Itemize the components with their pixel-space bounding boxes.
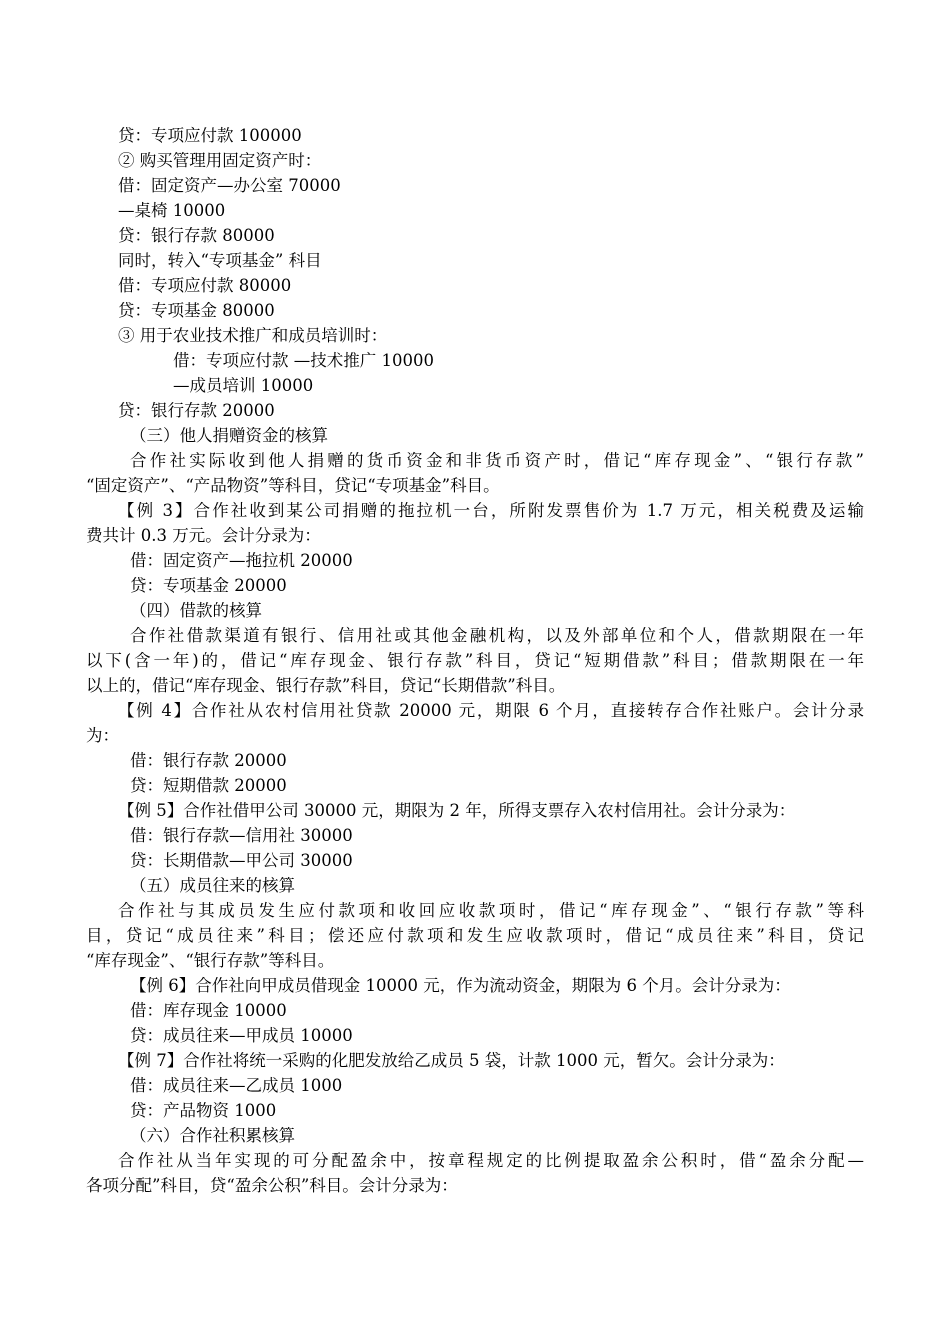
example-line: 【例 6】合作社向甲成员借现金 10000 元，作为流动资金，期限为 6 个月。会计分录为：: [130, 976, 791, 995]
text-line: 借：固定资产—办公室 70000: [118, 176, 341, 195]
text-line: 贷：专项基金 80000: [118, 301, 275, 320]
section-heading: （四）借款的核算: [130, 601, 262, 620]
paragraph-line: 合作社从当年实现的可分配盈余中，按章程规定的比例提取盈余公积时，借“盈余分配—: [118, 1151, 864, 1170]
text-line: 贷：专项基金 20000: [130, 576, 287, 595]
paragraph-line: 以下(含一年)的，借记“库存现金、银行存款”科目，贷记“短期借款”科目；借款期限在一年: [86, 651, 864, 670]
text-line: —桌椅 10000: [118, 201, 226, 220]
text-line: 同时，转入“专项基金” 科目: [118, 251, 322, 270]
text-line: 贷：产品物资 1000: [130, 1101, 277, 1120]
paragraph-line: 合作社实际收到他人捐赠的货币资金和非货币资产时，借记“库存现金”、“银行存款”: [130, 451, 864, 470]
section-heading: （五）成员往来的核算: [130, 876, 295, 895]
text-line: 贷：专项应付款 100000: [118, 126, 302, 145]
text-line: 借：专项应付款 80000: [118, 276, 292, 295]
text-line: 借：银行存款 20000: [130, 751, 287, 770]
example-line: 【例 7】合作社将统一采购的化肥发放给乙成员 5 袋，计款 1000 元，暂欠。会计分录为：: [118, 1051, 785, 1070]
example-line: 费共计 0.3 万元。会计分录为：: [86, 526, 321, 545]
example-line: 【例 3】合作社收到某公司捐赠的拖拉机一台，所附发票售价为 1.7 万元，相关税费及运输: [118, 501, 864, 520]
example-line: 【例 5】合作社借甲公司 30000 元，期限为 2 年，所得支票存入农村信用社。会计分录为：: [118, 801, 796, 820]
text-line: 贷：成员往来—甲成员 10000: [130, 1026, 353, 1045]
text-line: 借：固定资产—拖拉机 20000: [130, 551, 353, 570]
paragraph-line: 合作社与其成员发生应付款项和收回应收款项时，借记“库存现金”、“银行存款”等科: [118, 901, 864, 920]
paragraph-line: 合作社借款渠道有银行、信用社或其他金融机构，以及外部单位和个人，借款期限在一年: [130, 626, 864, 645]
text-line: 贷：长期借款—甲公司 30000: [130, 851, 353, 870]
text-line: ② 购买管理用固定资产时：: [118, 151, 322, 170]
paragraph-line: 目，贷记“成员往来”科目；偿还应付款项和发生应收款项时，借记“成员往来”科目，贷记: [86, 926, 864, 945]
text-line: 借：库存现金 10000: [130, 1001, 287, 1020]
example-line: 为：: [86, 726, 119, 745]
paragraph-line: 以上的，借记“库存现金、银行存款”科目，贷记“长期借款”科目。: [86, 676, 566, 695]
text-line: 贷：短期借款 20000: [130, 776, 287, 795]
text-line: ③ 用于农业技术推广和成员培训时：: [118, 326, 388, 345]
text-line: —成员培训 10000: [173, 376, 314, 395]
section-heading: （六）合作社积累核算: [130, 1126, 295, 1145]
section-heading: （三）他人捐赠资金的核算: [130, 426, 328, 445]
text-line: 借：成员往来—乙成员 1000: [130, 1076, 343, 1095]
text-line: 贷：银行存款 80000: [118, 226, 275, 245]
paragraph-line: 各项分配”科目，贷“盈余公积”科目。会计分录为：: [86, 1176, 458, 1195]
example-line: 【例 4】合作社从农村信用社贷款 20000 元，期限 6 个月，直接转存合作社账户。会计分录: [118, 701, 864, 720]
text-line: 贷：银行存款 20000: [118, 401, 275, 420]
paragraph-line: “固定资产”、“产品物资”等科目，贷记“专项基金”科目。: [86, 476, 500, 495]
text-line: 借：银行存款—信用社 30000: [130, 826, 353, 845]
paragraph-line: “库存现金”、“银行存款”等科目。: [86, 951, 335, 970]
text-line: 借：专项应付款 —技术推广 10000: [173, 351, 434, 370]
